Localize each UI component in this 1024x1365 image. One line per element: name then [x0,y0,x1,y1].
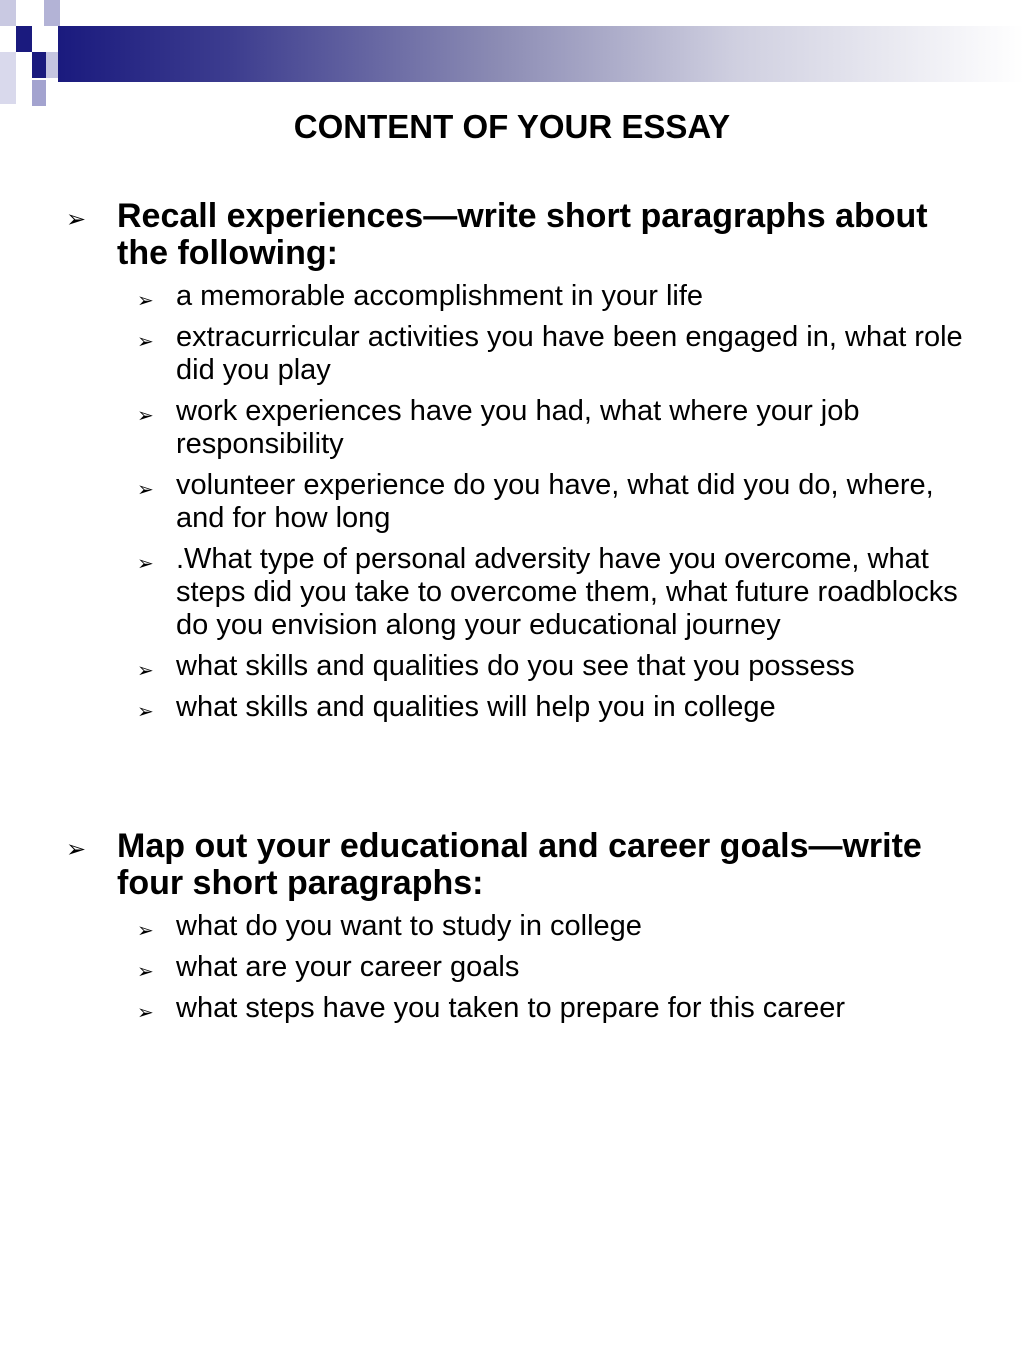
slide-content [0,198,1024,1033]
section-heading: Recall experiences—write short paragraphs about the following: [117,197,928,272]
section-recall-experiences [0,198,1024,724]
list-item-text: what skills and qualities will help you in college [176,691,776,723]
arrow-bullet-icon: ➢ [137,551,154,575]
list-item-text: work experiences have you had, what where your job responsibility [176,395,860,460]
arrow-bullet-icon: ➢ [66,835,87,863]
list-item [117,321,964,387]
decorative-square [32,26,58,52]
decorative-square [46,52,58,78]
arrow-bullet-icon: ➢ [137,918,154,942]
list-item-text: what steps have you taken to prepare for this career [176,992,845,1024]
arrow-bullet-icon: ➢ [137,1000,154,1024]
arrow-bullet-icon: ➢ [137,403,154,427]
list-item-text: what do you want to study in college [176,910,642,942]
section-heading: Map out your educational and career goals—write four short paragraphs: [117,827,922,902]
list-item-text: what are your career goals [176,951,520,983]
list-item-text: .What type of personal adversity have you overcome, what steps did you take to overcome them, what future roadblocks do you envision along your educational journey [176,543,958,641]
list-item [117,951,964,984]
decorative-square [32,80,46,106]
list-item [117,650,964,683]
sub-bullet-list [117,910,964,1025]
decorative-square [0,52,16,104]
list-item-text: a memorable accomplishment in your life [176,280,704,312]
list-item-text: what skills and qualities do you see that you possess [176,650,855,682]
arrow-bullet-icon: ➢ [137,288,154,312]
arrow-bullet-icon: ➢ [137,699,154,723]
decorative-square [0,0,16,26]
section-career-goals [0,828,1024,1025]
arrow-bullet-icon: ➢ [137,658,154,682]
list-item [117,691,964,724]
arrow-bullet-icon: ➢ [137,477,154,501]
list-item [117,469,964,535]
list-item-text: extracurricular activities you have been engaged in, what role did you play [176,321,963,386]
slide-title: CONTENT OF YOUR ESSAY [293,108,731,145]
arrow-bullet-icon: ➢ [66,205,87,233]
header-gradient-bar [58,26,1024,82]
decorative-square [16,26,32,52]
arrow-bullet-icon: ➢ [137,329,154,353]
decorative-square [44,0,60,26]
sub-bullet-list [117,280,964,724]
header-decoration [0,0,1024,110]
list-item [117,992,964,1025]
arrow-bullet-icon: ➢ [137,959,154,983]
list-item-text: volunteer experience do you have, what did you do, where, and for how long [176,469,934,534]
decorative-square [32,52,46,78]
list-item [117,910,964,943]
list-item [117,395,964,461]
list-item [117,543,964,642]
list-item [117,280,964,313]
